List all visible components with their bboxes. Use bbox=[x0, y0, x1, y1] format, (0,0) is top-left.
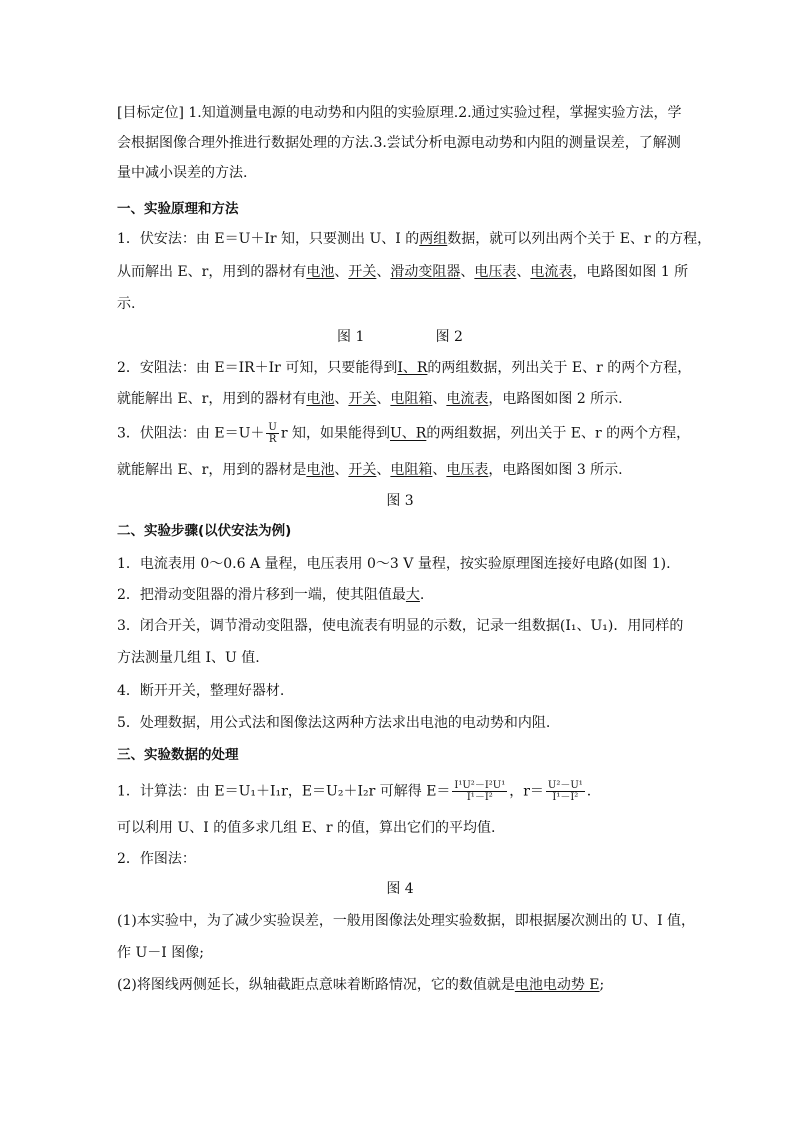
section-heading-3: 三、实验数据的处理 bbox=[117, 747, 239, 763]
figure-caption-3: 图 3 bbox=[386, 493, 414, 509]
graph-point-1-cont: 作 U－I 图像; bbox=[117, 945, 204, 961]
underlined-term: 电池 bbox=[306, 462, 335, 478]
calc-method-note: 可以利用 U、I 的值多求几组 E、r 的值，算出它们的平均值. bbox=[117, 820, 496, 836]
goal-line-1: [目标定位] 1.知道测量电源的电动势和内阻的实验原理.2.通过实验过程，掌握实验方法，学 bbox=[117, 105, 682, 121]
goal-tag: [目标定位] bbox=[117, 105, 184, 121]
underlined-term: 电流表 bbox=[446, 391, 489, 407]
paragraph-voltammetry-end: 示. bbox=[117, 296, 136, 312]
step-3: 3．闭合开关，调节滑动变阻器，使电流表有明显的示数，记录一组数据(I₁、U₁)．用同样的 bbox=[117, 618, 684, 634]
paragraph-voltmeter-resistance: 3．伏阻法：由 E＝U＋ $\frac{U}{R}$ r 知，如果能得到U、R的两组数据，列出关于 E、r 的两个方程， bbox=[117, 422, 691, 445]
underlined-term: 电阻箱 bbox=[390, 391, 433, 407]
underlined-term: U、R bbox=[389, 425, 427, 442]
step-2: 2．把滑动变阻器的滑片移到一端，使其阻值最大. bbox=[117, 587, 425, 603]
fraction-r-formula: $\frac{\text{U²－U¹}}{\text{I¹－I²}}$ bbox=[547, 780, 583, 803]
paragraph-ammeter-resistance-cont: 就能解出 E、r，用到的器材有电池、开关、电阻箱、电流表，电路图如图 2 所示. bbox=[117, 391, 623, 407]
calc-method: 1．计算法：由 E＝U₁＋I₁r，E＝U₂＋I₂r 可解得 E＝ $\frac{\text{I¹U²－I²U¹}}{\text{I¹－I²}}$ ，r＝ $\frac{\text{U²－U¹}}{\text{I¹－I²}}$ . bbox=[117, 780, 592, 803]
underlined-term: 大 bbox=[405, 587, 420, 603]
underlined-term: 开关 bbox=[348, 391, 377, 407]
graph-method-label: 2．作图法： bbox=[117, 851, 196, 867]
step-1: 1．电流表用 0～0.6 A 量程，电压表用 0～3 V 量程，按实验原理图连接好电路(如图 1). bbox=[117, 556, 671, 572]
paragraph-ammeter-resistance: 2．安阻法：由 E＝IR＋Ir 可知，只要能得到I、R的两组数据，列出关于 E、r 的两个方程， bbox=[117, 360, 692, 376]
underlined-term: 电池 bbox=[306, 264, 335, 280]
underlined-term: 电池 bbox=[306, 391, 335, 407]
underlined-term: 电池电动势 E bbox=[514, 977, 600, 993]
step-5: 5．处理数据，用公式法和图像法这两种方法求出电池的电动势和内阻. bbox=[117, 715, 551, 731]
goal-line-2: 会根据图像合理外推进行数据处理的方法.3.尝试分析电源电动势和内阻的测量误差，了解测 bbox=[117, 135, 681, 151]
fraction-u-over-r: $\frac{U}{R}$ bbox=[268, 422, 277, 445]
underlined-term: 电压表 bbox=[446, 462, 489, 478]
paragraph-voltmeter-resistance-cont: 就能解出 E、r，用到的器材是电池、开关、电阻箱、电压表，电路图如图 3 所示. bbox=[117, 462, 623, 478]
underlined-term: 电压表 bbox=[474, 264, 517, 280]
fraction-e-formula: $\frac{\text{I¹U²－I²U¹}}{\text{I¹－I²}}$ bbox=[454, 780, 506, 803]
underlined-term: I、R bbox=[397, 360, 428, 376]
underlined-term: 电阻箱 bbox=[390, 462, 433, 478]
underlined-term: 电流表 bbox=[530, 264, 573, 280]
underlined-term: 开关 bbox=[348, 462, 377, 478]
goal-line-3: 量中减小误差的方法. bbox=[117, 165, 248, 181]
paragraph-voltammetry: 1．伏安法：由 E＝U＋Ir 知，只要测出 U、I 的两组数据，就可以列出两个关于 E、r 的方程， bbox=[117, 231, 712, 247]
step-4: 4．断开开关，整理好器材. bbox=[117, 683, 285, 699]
section-heading-2: 二、实验步骤(以伏安法为例) bbox=[117, 523, 292, 539]
paragraph-voltammetry-cont: 从而解出 E、r，用到的器材有电池、开关、滑动变阻器、电压表、电流表，电路图如图 1 所 bbox=[117, 264, 689, 280]
underlined-term: 开关 bbox=[348, 264, 377, 280]
graph-point-2: (2)将图线两侧延长，纵轴截距点意味着断路情况，它的数值就是电池电动势 E; bbox=[117, 977, 605, 993]
section-heading-1: 一、实验原理和方法 bbox=[117, 201, 239, 217]
figure-caption-4: 图 4 bbox=[386, 881, 414, 897]
graph-point-1: (1)本实验中，为了减少实验误差，一般用图像法处理实验数据，即根据屡次测出的 U、I 值， bbox=[117, 913, 696, 929]
figure-caption-1-2: 图 1 图 2 bbox=[337, 329, 463, 345]
underlined-term: 滑动变阻器 bbox=[390, 264, 461, 280]
underlined-term: 两组 bbox=[419, 231, 448, 247]
step-3-cont: 方法测量几组 I、U 值. bbox=[117, 650, 260, 666]
